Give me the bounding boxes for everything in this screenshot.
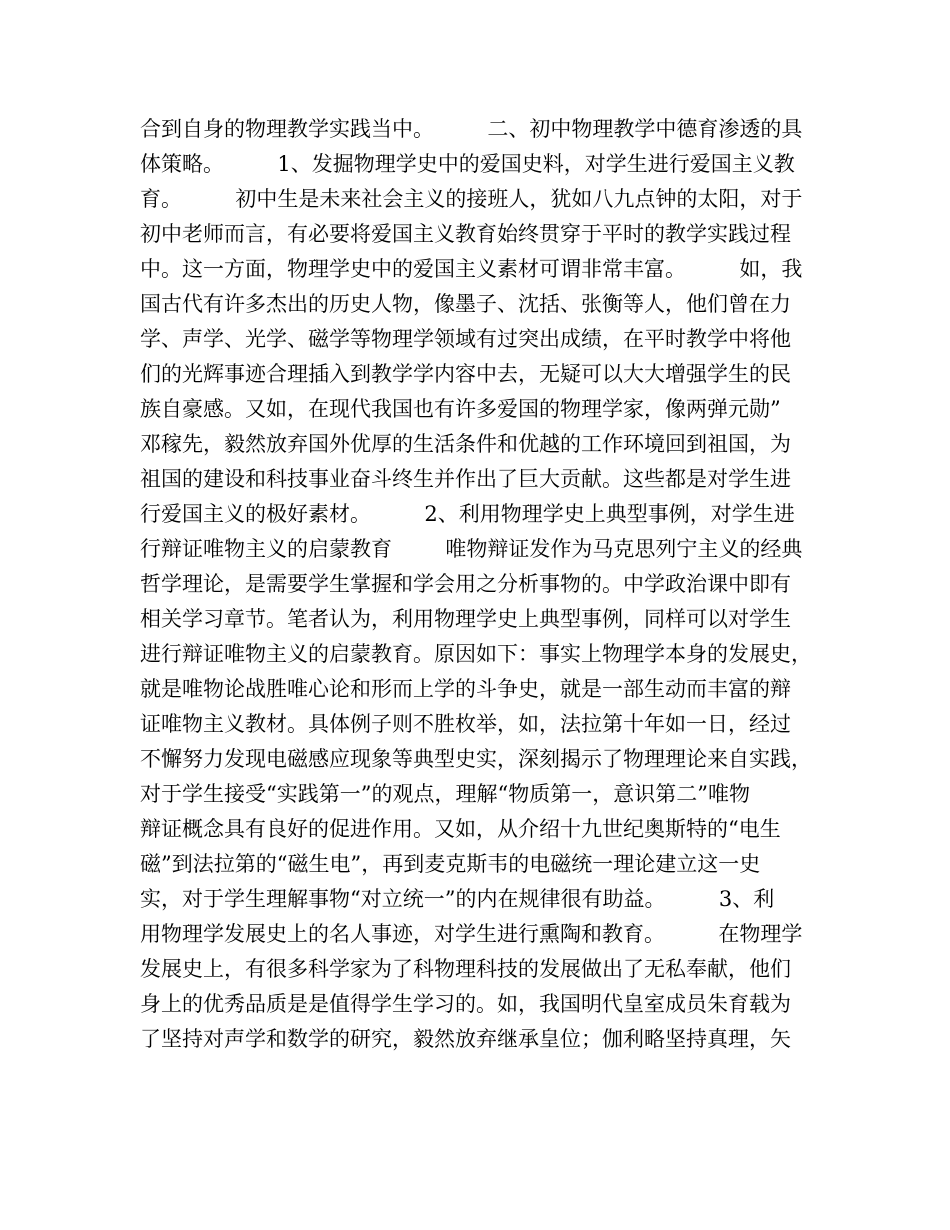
text-line: 中。这一方面，物理学史中的爱国主义素材可谓非常丰富。 如，我 (140, 257, 803, 281)
text-line: 相关学习章节。笔者认为，利用物理学史上典型事例，同样可以对学生 (140, 607, 791, 631)
text-line: 合到自身的物理教学实践当中。 二、初中物理教学中德育渗透的具 (140, 117, 803, 141)
text-line: 了坚持对声学和数学的研究，毅然放弃继承皇位；伽利略坚持真理，矢 (140, 1027, 791, 1051)
text-line: 邓稼先，毅然放弃国外优厚的生活条件和优越的工作环境回到祖国，为 (140, 432, 791, 456)
text-line: 哲学理论，是需要学生掌握和学会用之分析事物的。中学政治课中即有 (140, 572, 791, 596)
text-line: 初中老师而言，有必要将爱国主义教育始终贯穿于平时的教学实践过程 (140, 222, 791, 246)
text-line: 行辩证唯物主义的启蒙教育 唯物辩证发作为马克思列宁主义的经典 (140, 537, 803, 561)
text-line: 行爱国主义的极好素材。 2、利用物理学史上典型事例，对学生进 (140, 502, 795, 526)
text-line: 对于学生接受“实践第一”的观点，理解“物质第一，意识第二”唯物 (140, 782, 750, 806)
text-line: 辩证概念具有良好的促进作用。又如，从介绍十九世纪奥斯特的“电生 (140, 817, 781, 841)
text-line: 就是唯物论战胜唯心论和形而上学的斗争史，就是一部生动而丰富的辩 (140, 677, 791, 701)
text-line: 学、声学、光学、磁学等物理学领域有过突出成绩，在平时教学中将他 (140, 327, 791, 351)
text-line: 们的光辉事迹合理插入到教学学内容中去，无疑可以大大增强学生的民 (140, 362, 791, 386)
text-line: 用物理学发展史上的名人事迹，对学生进行熏陶和教育。 在物理学 (140, 922, 803, 946)
text-line: 国古代有许多杰出的历史人物，像墨子、沈括、张衡等人，他们曾在力 (140, 292, 791, 316)
text-line: 不懈努力发现电磁感应现象等典型史实，深刻揭示了物理理论来自实践， (140, 747, 812, 771)
text-line: 族自豪感。又如，在现代我国也有许多爱国的物理学家，像两弹元勋” (140, 397, 781, 421)
text-line: 磁”到法拉第的“磁生电”，再到麦克斯韦的电磁统一理论建立这一史 (140, 852, 761, 876)
text-line: 祖国的建设和科技事业奋斗终生并作出了巨大贡献。这些都是对学生进 (140, 467, 791, 491)
text-line: 证唯物主义教材。具体例子则不胜枚举，如，法拉第十年如一日，经过 (140, 712, 791, 736)
text-line: 发展史上，有很多科学家为了科物理科技的发展做出了无私奉献，他们 (140, 957, 791, 981)
body-text (140, 112, 830, 1057)
text-line: 身上的优秀品质是是值得学生学习的。如，我国明代皇室成员朱育载为 (140, 992, 791, 1016)
text-line: 育。 初中生是未来社会主义的接班人，犹如八九点钟的太阳，对于 (140, 187, 803, 211)
text-line: 体策略。 1、发掘物理学史中的爱国史料，对学生进行爱国主义教 (140, 152, 795, 176)
text-line: 进行辩证唯物主义的启蒙教育。原因如下：事实上物理学本身的发展史， (140, 642, 812, 666)
text-line: 实，对于学生理解事物“对立统一”的内在规律很有助益。 3、利 (140, 887, 775, 911)
